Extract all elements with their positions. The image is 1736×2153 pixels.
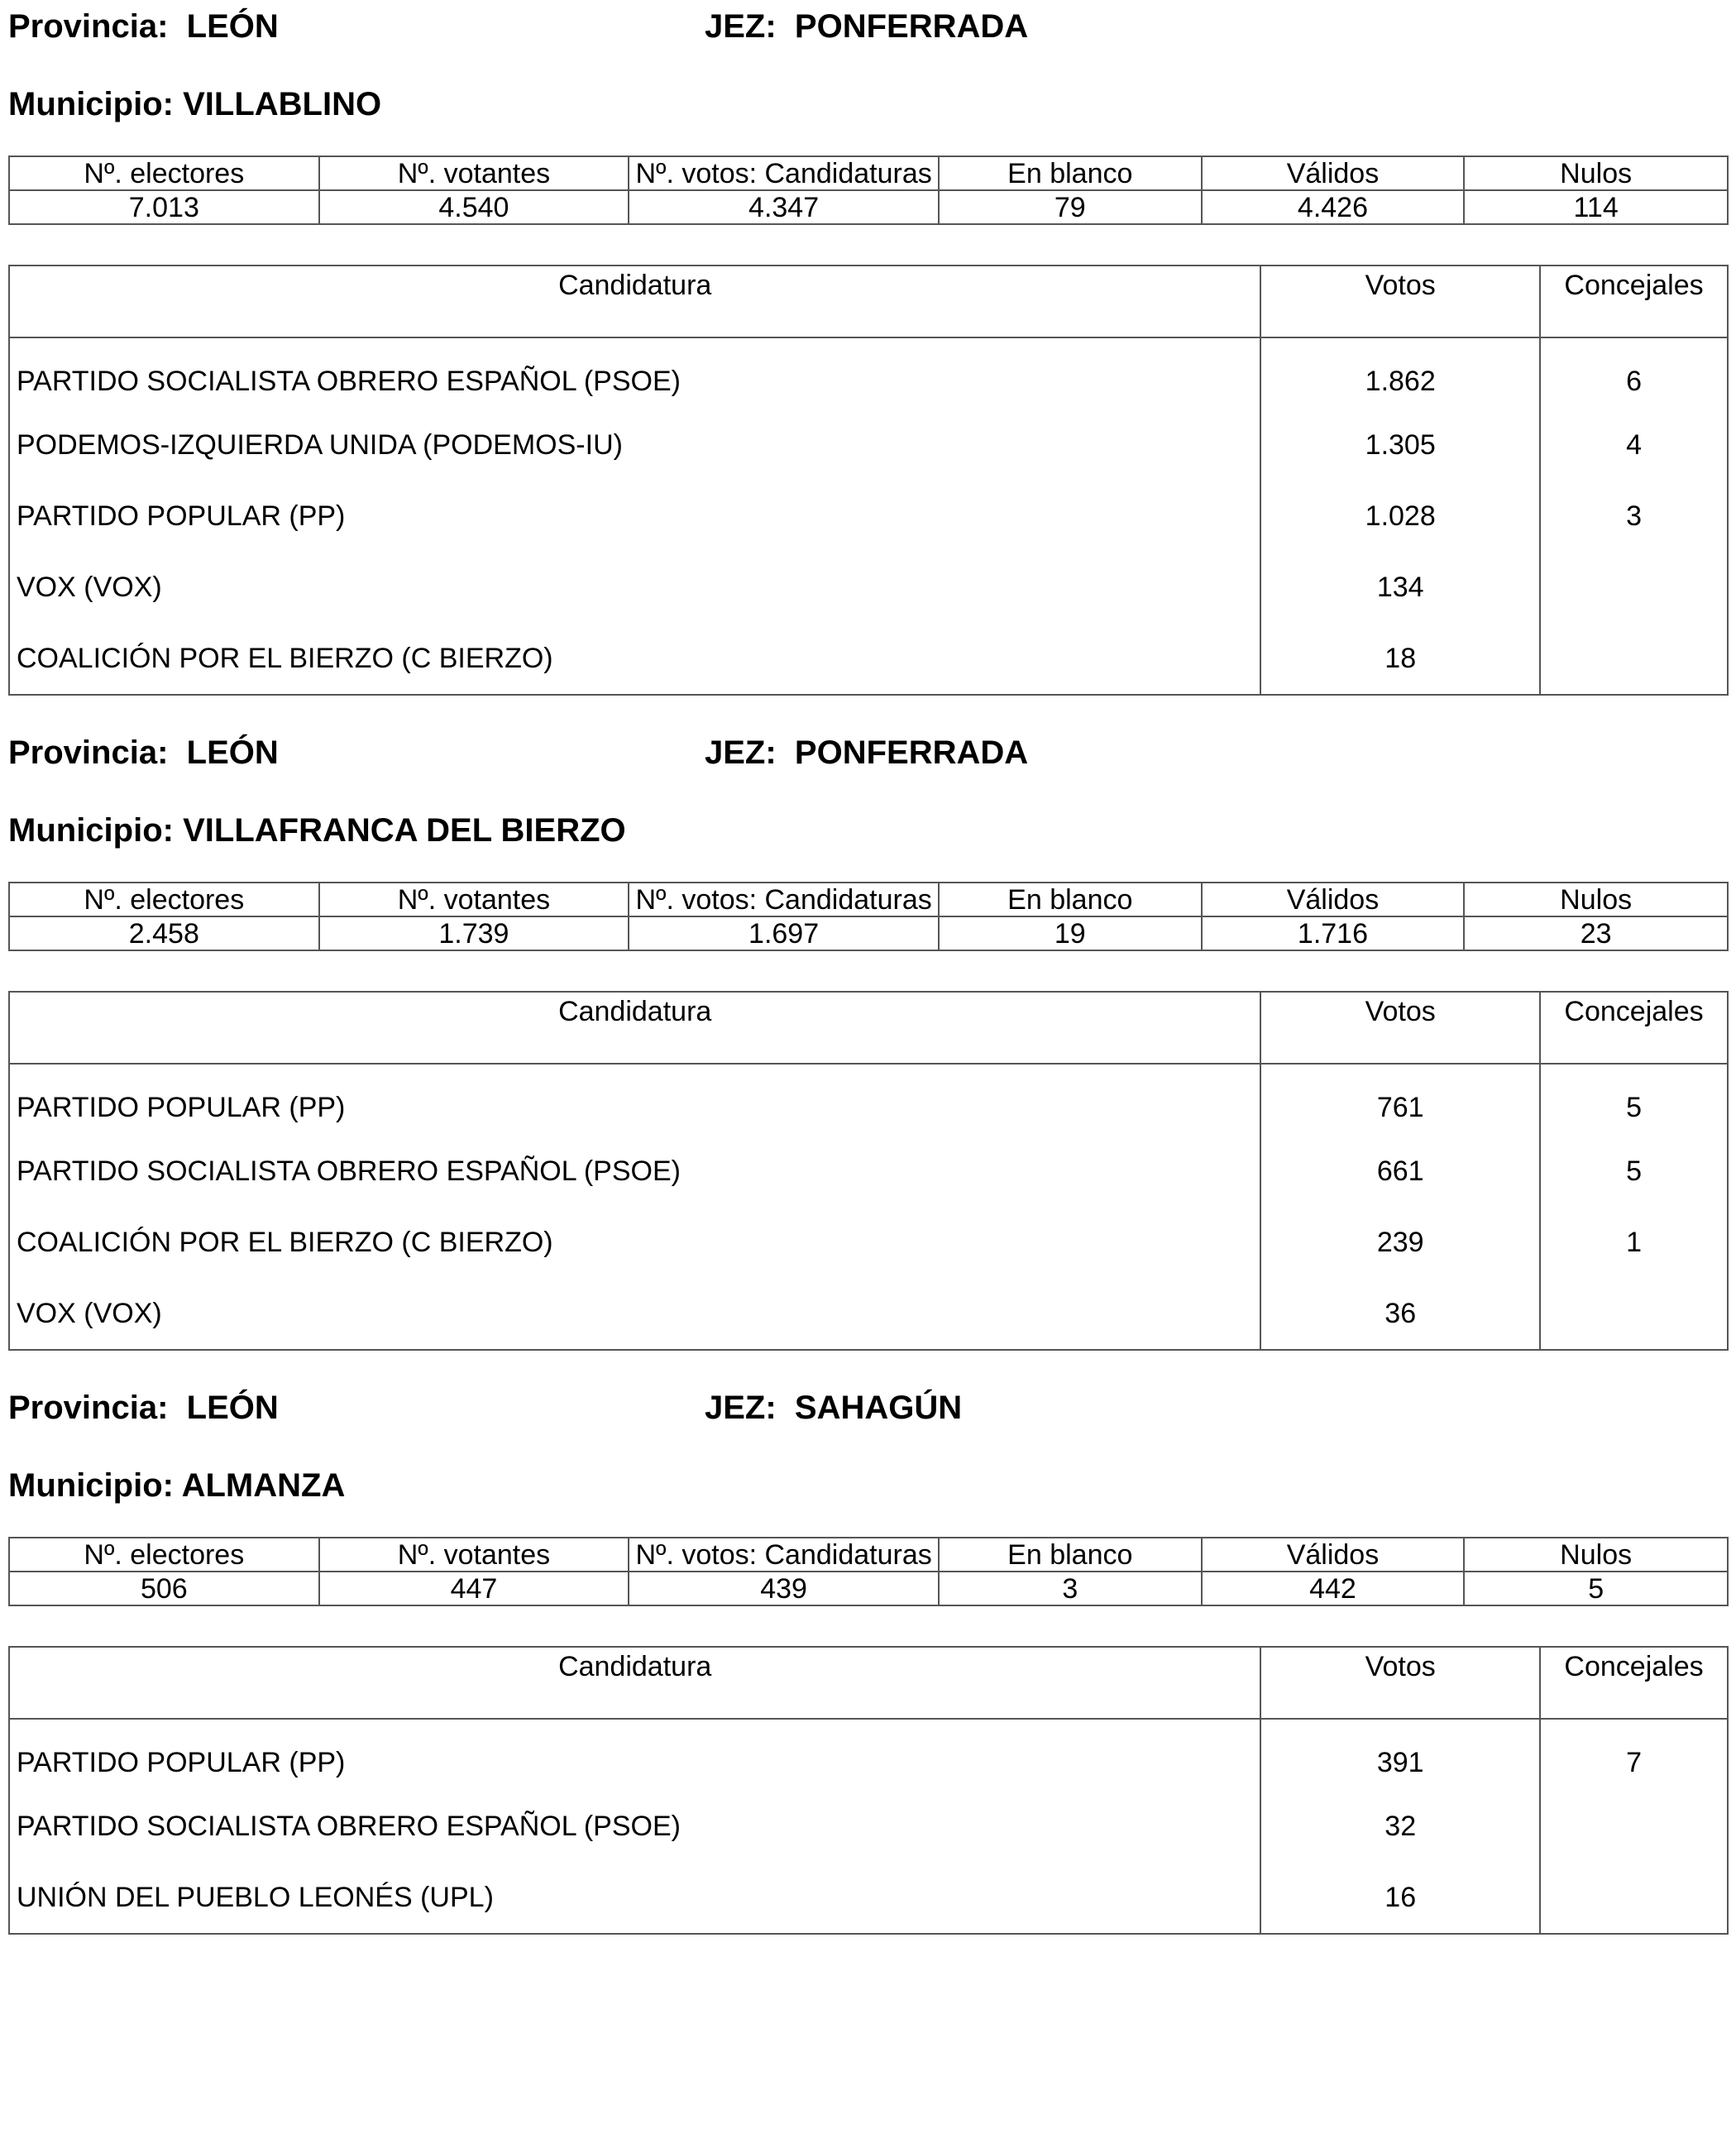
concejales-value [1540, 623, 1728, 695]
concejales-value: 6 [1626, 365, 1642, 397]
jez-heading [705, 7, 1028, 46]
summary-header-cell: Nº. electores [9, 156, 319, 190]
summary-value-cell: 447 [319, 1572, 629, 1605]
results-header-cell: Candidatura [9, 992, 1260, 1064]
concejales-value [1540, 1278, 1728, 1350]
votos-value: 1.305 [1260, 409, 1540, 481]
summary-value-row [9, 190, 1728, 224]
summary-value-cell: 4.426 [1202, 190, 1465, 224]
summary-value-cell: 5 [1464, 1572, 1728, 1605]
results-header-row [9, 1647, 1728, 1719]
votos-value: 36 [1260, 1278, 1540, 1350]
results-row [9, 1064, 1728, 1136]
summary-value-row [9, 1572, 1728, 1605]
summary-table [8, 155, 1729, 225]
results-table [8, 991, 1729, 1351]
provincia-heading [8, 733, 279, 773]
summary-value-cell: 2.458 [9, 916, 319, 950]
provincia-label: Provincia: [8, 734, 169, 771]
candidatura-name: PARTIDO POPULAR (PP) [9, 1064, 1260, 1136]
provincia-value: LEÓN [186, 1390, 279, 1426]
summary-value-cell: 439 [629, 1572, 939, 1605]
votos-value: 661 [1260, 1136, 1540, 1207]
summary-header-cell: Nº. votantes [319, 1538, 629, 1572]
municipio-heading [8, 1466, 345, 1505]
provincia-label: Provincia: [8, 1390, 169, 1426]
candidatura-name: COALICIÓN POR EL BIERZO (C BIERZO) [9, 623, 1260, 695]
summary-value-cell: 114 [1464, 190, 1728, 224]
concejales-value: 4 [1626, 428, 1642, 461]
votos-value: 391 [1260, 1719, 1540, 1791]
provincia-value: LEÓN [186, 8, 279, 45]
concejales-value [1540, 552, 1728, 623]
municipio-value: VILLABLINO [183, 86, 382, 122]
summary-header-cell: Nulos [1464, 1538, 1728, 1572]
summary-value-row [9, 916, 1728, 950]
summary-value-cell: 7.013 [9, 190, 319, 224]
concejales-value: 7 [1626, 1746, 1642, 1778]
results-row [9, 1791, 1728, 1862]
results-row [9, 1278, 1728, 1350]
votos-value: 1.862 [1260, 337, 1540, 409]
candidatura-name: PARTIDO POPULAR (PP) [9, 481, 1260, 552]
provincia-heading [8, 1388, 279, 1428]
summary-value-cell: 506 [9, 1572, 319, 1605]
summary-header-cell: Nº. votantes [319, 883, 629, 916]
results-header-cell: Concejales [1540, 266, 1728, 337]
results-header-cell: Concejales [1540, 1647, 1728, 1719]
summary-header-cell: Nº. votos: Candidaturas [629, 1538, 939, 1572]
candidatura-name: PODEMOS-IZQUIERDA UNIDA (PODEMOS-IU) [9, 409, 1260, 481]
concejales-value: 5 [1626, 1091, 1642, 1123]
results-row [9, 1136, 1728, 1207]
summary-value-cell: 1.739 [319, 916, 629, 950]
results-table [8, 265, 1729, 696]
summary-header-cell: Nº. electores [9, 1538, 319, 1572]
results-header-cell: Votos [1260, 992, 1540, 1064]
candidatura-name: VOX (VOX) [9, 552, 1260, 623]
provincia-value: LEÓN [186, 734, 279, 771]
votos-value: 761 [1260, 1064, 1540, 1136]
jez-value: SAHAGÚN [794, 1390, 963, 1426]
summary-value-cell: 442 [1202, 1572, 1465, 1605]
concejales-value: 5 [1626, 1155, 1642, 1187]
concejales-value [1540, 1791, 1728, 1862]
results-row [9, 337, 1728, 409]
summary-header-cell: Nº. votantes [319, 156, 629, 190]
summary-header-cell: Nulos [1464, 883, 1728, 916]
results-row [9, 1862, 1728, 1934]
summary-header-cell: Nulos [1464, 156, 1728, 190]
summary-header-cell: Nº. electores [9, 883, 319, 916]
results-header-row [9, 992, 1728, 1064]
municipality-section [0, 0, 1736, 674]
summary-header-cell: Nº. votos: Candidaturas [629, 156, 939, 190]
summary-value-cell: 23 [1464, 916, 1728, 950]
results-header-cell: Candidatura [9, 1647, 1260, 1719]
results-row [9, 481, 1728, 552]
summary-header-cell: Válidos [1202, 883, 1465, 916]
results-header-cell: Votos [1260, 266, 1540, 337]
summary-header-row [9, 883, 1728, 916]
summary-table [8, 1537, 1729, 1606]
summary-value-cell: 79 [939, 190, 1202, 224]
candidatura-name: VOX (VOX) [9, 1278, 1260, 1350]
votos-value: 16 [1260, 1862, 1540, 1934]
summary-header-cell: En blanco [939, 883, 1202, 916]
concejales-value: 3 [1626, 500, 1642, 532]
jez-label: JEZ: [705, 8, 777, 45]
candidatura-name: PARTIDO POPULAR (PP) [9, 1719, 1260, 1791]
summary-header-cell: Válidos [1202, 156, 1465, 190]
results-row [9, 623, 1728, 695]
summary-value-cell: 19 [939, 916, 1202, 950]
provincia-label: Provincia: [8, 8, 169, 45]
municipality-section [0, 1381, 1736, 2026]
summary-header-cell: Nº. votos: Candidaturas [629, 883, 939, 916]
candidatura-name: PARTIDO SOCIALISTA OBRERO ESPAÑOL (PSOE) [9, 1136, 1260, 1207]
results-table [8, 1646, 1729, 1935]
results-row [9, 552, 1728, 623]
results-header-cell: Votos [1260, 1647, 1540, 1719]
votos-value: 1.028 [1260, 481, 1540, 552]
municipio-label: Municipio: [8, 86, 174, 122]
provincia-heading [8, 7, 279, 46]
municipio-label: Municipio: [8, 1467, 174, 1504]
votos-value: 239 [1260, 1207, 1540, 1278]
summary-header-cell: Válidos [1202, 1538, 1465, 1572]
jez-heading [705, 1388, 962, 1428]
summary-value-cell: 4.540 [319, 190, 629, 224]
concejales-value [1540, 1862, 1728, 1934]
votos-value: 134 [1260, 552, 1540, 623]
municipio-value: VILLAFRANCA DEL BIERZO [183, 812, 626, 849]
jez-value: PONFERRADA [794, 8, 1029, 45]
summary-header-row [9, 1538, 1728, 1572]
municipality-section [0, 726, 1736, 1371]
summary-value-cell: 1.697 [629, 916, 939, 950]
jez-label: JEZ: [705, 1390, 777, 1426]
results-row [9, 1719, 1728, 1791]
municipio-heading [8, 811, 626, 850]
results-header-row [9, 266, 1728, 337]
jez-heading [705, 733, 1028, 773]
candidatura-name: UNIÓN DEL PUEBLO LEONÉS (UPL) [9, 1862, 1260, 1934]
candidatura-name: PARTIDO SOCIALISTA OBRERO ESPAÑOL (PSOE) [9, 337, 1260, 409]
votos-value: 18 [1260, 623, 1540, 695]
municipio-heading [8, 84, 381, 124]
summary-table [8, 882, 1729, 951]
results-row [9, 1207, 1728, 1278]
jez-label: JEZ: [705, 734, 777, 771]
results-row [9, 409, 1728, 481]
summary-header-cell: En blanco [939, 1538, 1202, 1572]
summary-header-row [9, 156, 1728, 190]
votos-value: 32 [1260, 1791, 1540, 1862]
candidatura-name: PARTIDO SOCIALISTA OBRERO ESPAÑOL (PSOE) [9, 1791, 1260, 1862]
municipio-value: ALMANZA [181, 1467, 346, 1504]
results-header-cell: Concejales [1540, 992, 1728, 1064]
summary-value-cell: 3 [939, 1572, 1202, 1605]
summary-header-cell: En blanco [939, 156, 1202, 190]
results-header-cell: Candidatura [9, 266, 1260, 337]
jez-value: PONFERRADA [794, 734, 1029, 771]
summary-value-cell: 1.716 [1202, 916, 1465, 950]
candidatura-name: COALICIÓN POR EL BIERZO (C BIERZO) [9, 1207, 1260, 1278]
municipio-label: Municipio: [8, 812, 174, 849]
summary-value-cell: 4.347 [629, 190, 939, 224]
concejales-value: 1 [1626, 1226, 1642, 1258]
